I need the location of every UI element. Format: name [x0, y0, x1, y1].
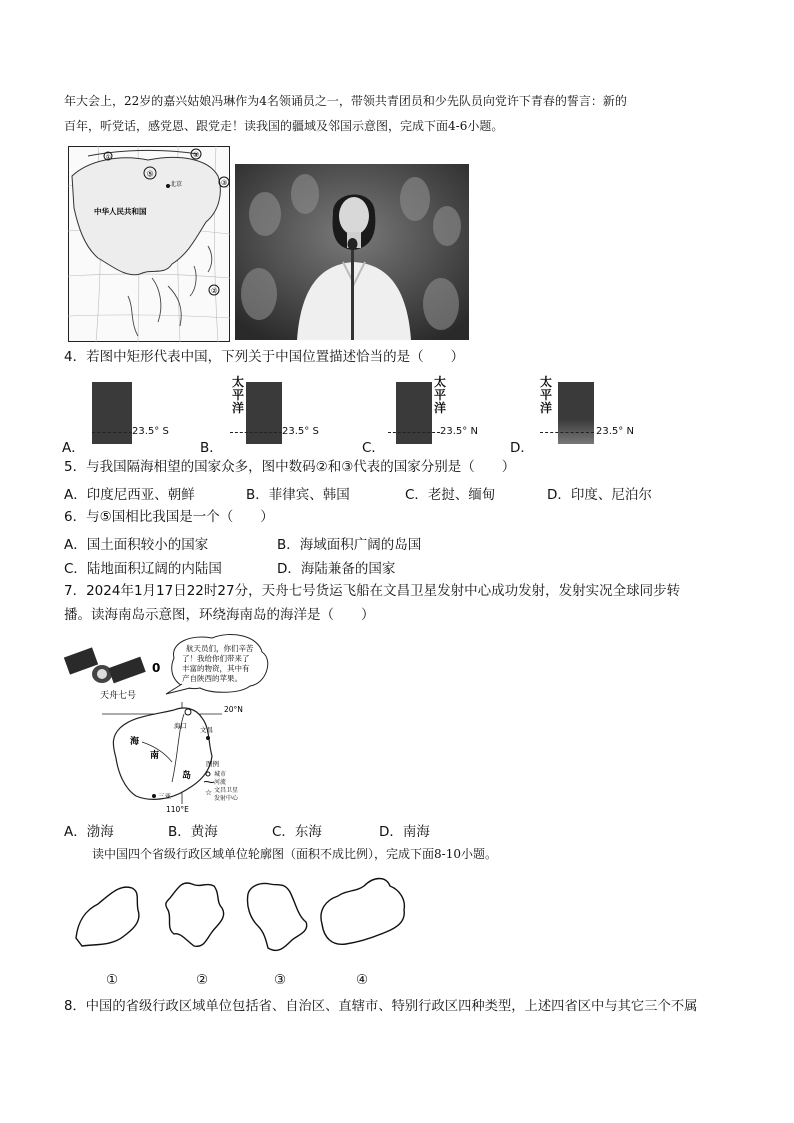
province-outline-1 [76, 887, 139, 946]
svg-text:三亚: 三亚 [158, 792, 171, 800]
intro-line-1: 年大会上，22岁的嘉兴姑娘冯琳作为4名领诵员之一，带领共青团员和少先队员向党许下青春的誓言：新的 [64, 94, 627, 108]
q6-stem: 6．与⑤国相比我国是一个（ ） [64, 509, 274, 525]
q5-stem: 5．与我国隔海相望的国家众多，图中数码②和③代表的国家分别是（ ） [64, 459, 516, 475]
q7-stem-line-1: 7．2024年1月17日22时27分，天舟七号货运飞船在文昌卫星发射中心成功发射，发射实况全球同步转 [64, 583, 681, 599]
svg-text:了！我给你们带来了: 了！我给你们带来了 [182, 654, 250, 663]
svg-text:文昌: 文昌 [200, 726, 213, 734]
q7-option-d[interactable]: D．南海 [379, 824, 430, 840]
q5-option-c[interactable]: C．老挝、缅甸 [405, 487, 496, 503]
china-rectangle [246, 382, 282, 444]
hainan-island-map [62, 632, 302, 816]
svg-text:发射中心: 发射中心 [214, 795, 239, 802]
svg-text:岛: 岛 [182, 771, 192, 781]
svg-text:城市: 城市 [214, 771, 227, 778]
q6-option-d[interactable]: D．海陆兼备的国家 [277, 561, 396, 577]
q5-option-d[interactable]: D．印度、尼泊尔 [547, 487, 652, 503]
lon-label: 110°E [166, 805, 189, 814]
q4-option-a[interactable]: A． 23.5° S [62, 374, 182, 454]
map-marker-3: ③ [221, 179, 228, 187]
svg-text:河流: 河流 [214, 779, 227, 786]
svg-text:海: 海 [130, 737, 140, 747]
svg-text:图例: 图例 [206, 760, 219, 768]
q4-option-b[interactable]: B． 太平洋 23.5° S [200, 375, 319, 456]
q4-option-d[interactable]: D． 太平洋 23.5° N [510, 375, 634, 456]
q7-option-c[interactable]: C．东海 [272, 824, 322, 840]
q4-option-c[interactable]: C． 太平洋 23.5° N [362, 375, 478, 456]
latitude-line [92, 432, 132, 433]
svg-text:航天员们，你们辛苦: 航天员们，你们辛苦 [186, 644, 254, 653]
china-rectangle [92, 382, 132, 444]
q4-stem: 4．若图中矩形代表中国，下列关于中国位置描述恰当的是（ ） [64, 349, 465, 365]
q5-option-b[interactable]: B．菲律宾、韩国 [246, 487, 350, 503]
province-outlines [70, 870, 420, 990]
svg-text:☆: ☆ [205, 788, 213, 797]
map-marker-4: ④ [193, 151, 200, 159]
outline-label-3: ③ [274, 972, 287, 988]
q5-option-a[interactable]: A．印度尼西亚、朝鲜 [64, 487, 195, 503]
china-rectangle [558, 382, 594, 444]
latitude-line [540, 432, 594, 433]
section-intro: 读中国四个省级行政区域单位轮廓图（面积不成比例），完成下面8-10小题。 [92, 847, 497, 861]
china-rectangle [396, 382, 432, 444]
q6-option-c[interactable]: C．陆地面积辽阔的内陆国 [64, 561, 222, 577]
lat-label: 20°N [224, 705, 243, 714]
ocean-label: 太平洋 [434, 375, 447, 415]
city-label-beijing: 北京 [170, 181, 183, 188]
tianzhou-label: 天舟七号 [100, 691, 137, 701]
svg-text:海口: 海口 [174, 722, 187, 730]
outline-label-4: ④ [356, 972, 369, 988]
map-marker-2: ② [211, 287, 218, 295]
speaker-photo [235, 164, 469, 340]
province-outline-2 [166, 883, 224, 946]
satellite-icon [64, 647, 146, 683]
latitude-line [230, 432, 282, 433]
country-label-china: 中华人民共和国 [94, 207, 147, 216]
q7-stem-line-2: 播。读海南岛示意图，环绕海南岛的海洋是（ ） [64, 607, 375, 623]
svg-text:产自陕西的苹果。: 产自陕西的苹果。 [182, 674, 242, 683]
intro-line-2: 百年，听党话，感党恩、跟党走！读我国的疆域及邻国示意图，完成下面4-6小题。 [64, 119, 504, 133]
province-outline-4 [321, 879, 404, 945]
outline-label-2: ② [196, 972, 209, 988]
svg-text:文昌卫星: 文昌卫星 [214, 787, 239, 794]
ocean-label: 太平洋 [232, 375, 245, 415]
outline-label-1: ① [106, 972, 119, 988]
svg-text:0: 0 [152, 661, 161, 675]
svg-text:丰富的物资，其中有: 丰富的物资，其中有 [182, 664, 250, 673]
map-marker-1: ① [105, 154, 111, 161]
ocean-label: 太平洋 [540, 375, 553, 415]
latitude-line [388, 432, 440, 433]
q6-option-b[interactable]: B．海域面积广阔的岛国 [277, 537, 422, 553]
svg-text:南: 南 [150, 751, 160, 761]
q7-option-a[interactable]: A．渤海 [64, 824, 114, 840]
q6-option-a[interactable]: A．国土面积较小的国家 [64, 537, 209, 553]
province-outline-3 [247, 883, 306, 950]
map-marker-5: ⑤ [146, 169, 154, 179]
q8-stem: 8．中国的省级行政区域单位包括省、自治区、直辖市、特别行政区四种类型，上述四省区中与其它三个不属 [64, 999, 698, 1014]
china-neighbours-map [68, 146, 230, 342]
q7-option-b[interactable]: B．黄海 [168, 824, 218, 840]
